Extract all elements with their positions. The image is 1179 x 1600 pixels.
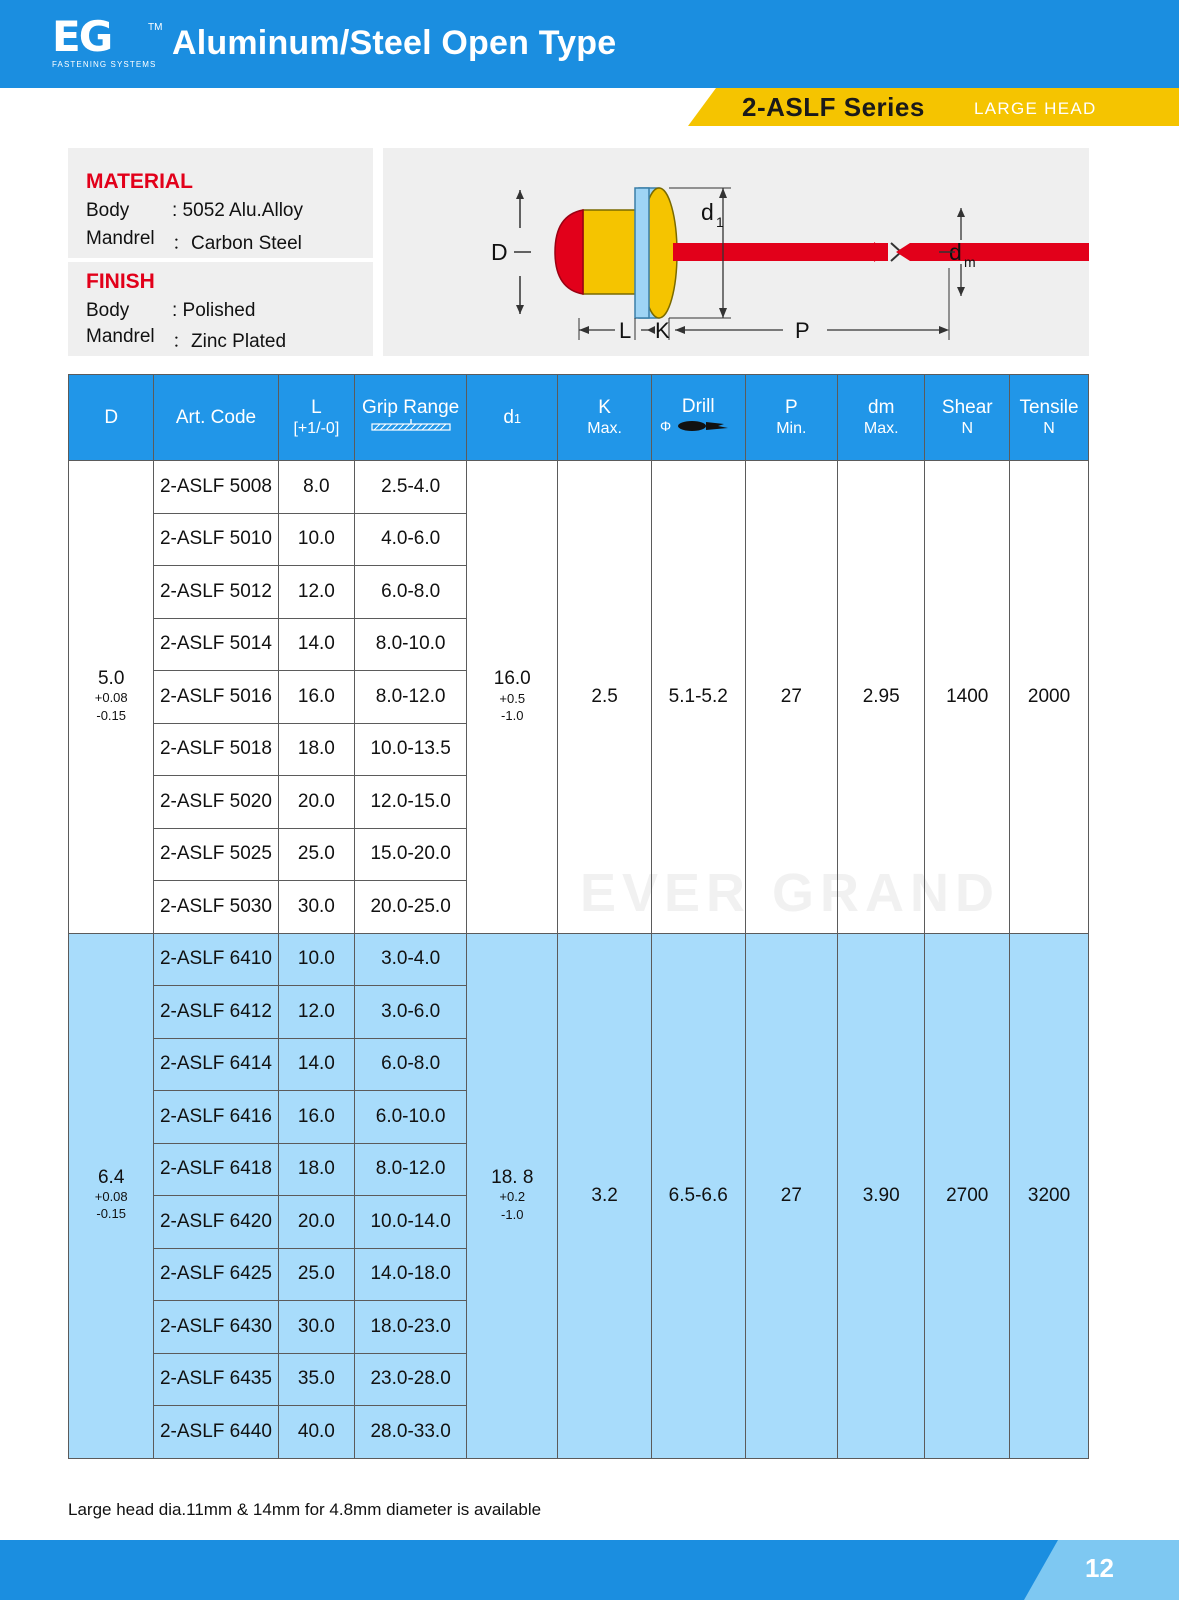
cell-l: 25.0	[278, 1248, 355, 1301]
cell-d1-g0-tol-plus: +0.5	[499, 690, 526, 706]
cell-art: 2-ASLF 5025	[154, 828, 278, 881]
cell-grip: 2.5-4.0	[355, 461, 467, 514]
svg-text:d: d	[949, 239, 962, 265]
col-header-drill-main: Drill	[681, 395, 715, 417]
col-header-dm	[837, 375, 924, 461]
cell-grip: 12.0-15.0	[355, 776, 467, 829]
cell-d1-g0-value: 16.0	[493, 667, 531, 689]
company-logo	[52, 12, 163, 74]
spec-table	[68, 374, 1089, 1459]
logo-subtitle: FASTENING SYSTEMS	[52, 60, 157, 69]
col-header-tensile-main: Tensile	[1019, 396, 1079, 418]
page-number: 12	[1085, 1553, 1114, 1583]
cell-art: 2-ASLF 5014	[154, 618, 278, 671]
svg-text:m: m	[964, 254, 976, 270]
cell-grip: 10.0-13.5	[355, 723, 467, 776]
drill-bit-icon	[654, 418, 743, 440]
cell-grip: 6.0-8.0	[355, 1038, 467, 1091]
cell-grip: 10.0-14.0	[355, 1196, 467, 1249]
cell-grip: 8.0-12.0	[355, 671, 467, 724]
cell-tensile-g0: 2000	[1010, 461, 1089, 934]
watermark: EVER GRAND	[580, 863, 1001, 923]
rivet-diagram-svg	[383, 148, 1089, 356]
cell-l: 12.0	[278, 566, 355, 619]
cell-l: 18.0	[278, 723, 355, 776]
cell-l: 10.0	[278, 933, 355, 986]
cell-d-g1-tol-minus: -0.15	[96, 1206, 127, 1222]
cell-shear-g0: 1400	[925, 461, 1010, 934]
cell-drill-g0: 5.1-5.2	[651, 461, 745, 934]
table-header-row	[69, 375, 1089, 461]
finish-mandrel-label: Mandrel	[86, 326, 155, 347]
col-header-art-code: Art. Code	[154, 375, 278, 461]
cell-grip: 6.0-10.0	[355, 1091, 467, 1144]
material-mandrel-label: Mandrel	[86, 228, 155, 249]
cell-grip: 8.0-10.0	[355, 618, 467, 671]
cell-l: 40.0	[278, 1406, 355, 1459]
cell-l: 16.0	[278, 1091, 355, 1144]
cell-l: 35.0	[278, 1353, 355, 1406]
finish-body-value: : Polished	[172, 300, 256, 321]
col-header-d: D	[69, 375, 154, 461]
page-footer	[0, 1540, 1179, 1600]
svg-text:L: L	[619, 318, 632, 343]
col-header-p-sub: Min.	[776, 420, 807, 438]
cell-art: 2-ASLF 5012	[154, 566, 278, 619]
material-body-label: Body	[86, 200, 130, 221]
cell-grip: 4.0-6.0	[355, 513, 467, 566]
trademark-icon: TM	[148, 22, 163, 33]
cell-grip: 14.0-18.0	[355, 1248, 467, 1301]
cell-art: 2-ASLF 6420	[154, 1196, 278, 1249]
cell-d1-g1-tol-plus: +0.2	[499, 1189, 526, 1205]
cell-l: 25.0	[278, 828, 355, 881]
cell-l: 20.0	[278, 1196, 355, 1249]
cell-art: 2-ASLF 6416	[154, 1091, 278, 1144]
cell-shear-g1: 2700	[925, 933, 1010, 1458]
cell-art: 2-ASLF 6425	[154, 1248, 278, 1301]
col-header-d1	[467, 375, 558, 461]
finish-title: FINISH	[86, 270, 155, 293]
cell-d1-g0	[467, 461, 558, 934]
cell-art: 2-ASLF 5018	[154, 723, 278, 776]
cell-l: 14.0	[278, 618, 355, 671]
col-header-grip-main: Grip Range	[362, 396, 460, 418]
col-header-dm-main: dm	[868, 396, 895, 418]
cell-art: 2-ASLF 5008	[154, 461, 278, 514]
col-header-l-sub: [+1/-0]	[293, 420, 340, 438]
cell-l: 30.0	[278, 881, 355, 934]
table-row	[69, 461, 1089, 514]
table-group-6-4	[69, 933, 1089, 1458]
cell-grip: 3.0-4.0	[355, 933, 467, 986]
grip-hatch-icon	[357, 419, 464, 439]
svg-text:1: 1	[716, 214, 724, 230]
col-header-k	[558, 375, 651, 461]
col-header-l-main: L	[311, 396, 322, 418]
cell-art: 2-ASLF 6440	[154, 1406, 278, 1459]
cell-d-g0	[69, 461, 154, 934]
cell-grip: 3.0-6.0	[355, 986, 467, 1039]
finish-body-label: Body	[86, 300, 130, 321]
table-header	[69, 375, 1089, 461]
cell-d-g1	[69, 933, 154, 1458]
col-header-k-sub: Max.	[587, 420, 622, 438]
cell-grip: 23.0-28.0	[355, 1353, 467, 1406]
cell-grip: 8.0-12.0	[355, 1143, 467, 1196]
table-footnote: Large head dia.11mm & 14mm for 4.8mm diameter is available	[68, 1500, 542, 1519]
cell-grip: 20.0-25.0	[355, 881, 467, 934]
cell-l: 14.0	[278, 1038, 355, 1091]
table-group-5-0	[69, 461, 1089, 934]
cell-l: 16.0	[278, 671, 355, 724]
cell-grip: 6.0-8.0	[355, 566, 467, 619]
cell-grip: 15.0-20.0	[355, 828, 467, 881]
page-header	[0, 0, 1179, 88]
col-header-l	[278, 375, 355, 461]
cell-art: 2-ASLF 5020	[154, 776, 278, 829]
cell-art: 2-ASLF 5030	[154, 881, 278, 934]
cell-art: 2-ASLF 6435	[154, 1353, 278, 1406]
cell-d-g1-tol-plus: +0.08	[94, 1188, 128, 1204]
svg-text:Φ: Φ	[660, 418, 672, 435]
cell-art: 2-ASLF 5010	[154, 513, 278, 566]
svg-text:D: D	[491, 239, 508, 265]
cell-k-g0: 2.5	[558, 461, 651, 934]
cell-l: 30.0	[278, 1301, 355, 1354]
cell-grip: 18.0-23.0	[355, 1301, 467, 1354]
cell-dm-g1: 3.90	[837, 933, 924, 1458]
series-name: 2-ASLF Series	[742, 92, 925, 122]
cell-d1-g1-tol-minus: -1.0	[501, 1206, 524, 1222]
cell-grip: 28.0-33.0	[355, 1406, 467, 1459]
cell-art: 2-ASLF 6414	[154, 1038, 278, 1091]
series-subtitle: LARGE HEAD	[974, 99, 1097, 118]
cell-art: 2-ASLF 6430	[154, 1301, 278, 1354]
cell-l: 12.0	[278, 986, 355, 1039]
cell-l: 20.0	[278, 776, 355, 829]
col-header-k-main: K	[598, 396, 611, 418]
svg-text:d: d	[701, 199, 714, 225]
cell-tensile-g1: 3200	[1010, 933, 1089, 1458]
col-header-shear-main: Shear	[941, 396, 993, 418]
cell-dm-g0: 2.95	[837, 461, 924, 934]
material-mandrel-value: ：Carbon Steel	[172, 233, 302, 254]
cell-l: 10.0	[278, 513, 355, 566]
cell-d-g0-tol-minus: -0.15	[96, 707, 127, 723]
col-header-grip	[355, 375, 467, 461]
col-header-drill	[651, 375, 745, 461]
material-title: MATERIAL	[86, 170, 193, 193]
col-header-tensile-sub: N	[1043, 420, 1055, 438]
cell-art: 2-ASLF 6412	[154, 986, 278, 1039]
logo-mark: EG	[52, 12, 112, 61]
svg-text:K: K	[655, 318, 670, 343]
cell-d1-g1-value: 18. 8	[491, 1166, 534, 1188]
cell-k-g1: 3.2	[558, 933, 651, 1458]
rivet-diagram	[383, 148, 1089, 356]
cell-l: 18.0	[278, 1143, 355, 1196]
cell-p-g1: 27	[745, 933, 837, 1458]
cell-art: 2-ASLF 6410	[154, 933, 278, 986]
svg-text:P: P	[795, 318, 810, 343]
col-header-dm-sub: Max.	[863, 420, 899, 438]
col-header-d1-sub: 1	[513, 410, 522, 426]
cell-d-g0-tol-plus: +0.08	[94, 690, 128, 706]
cell-d-g0-value: 5.0	[97, 668, 125, 690]
cell-d1-g1	[467, 933, 558, 1458]
cell-art: 2-ASLF 5016	[154, 671, 278, 724]
col-header-shear	[925, 375, 1010, 461]
cell-l: 8.0	[278, 461, 355, 514]
cell-art: 2-ASLF 6418	[154, 1143, 278, 1196]
finish-mandrel-value: ：Zinc Plated	[172, 331, 287, 352]
page-title: Aluminum/Steel Open Type	[172, 24, 617, 62]
col-header-shear-sub: N	[961, 420, 974, 438]
table-row	[69, 933, 1089, 986]
cell-d1-g0-tol-minus: -1.0	[501, 708, 524, 724]
header-underline	[0, 88, 688, 93]
cell-d-g1-value: 6.4	[97, 1166, 125, 1188]
col-header-p	[745, 375, 837, 461]
col-header-d1-main: d	[503, 406, 514, 428]
col-header-p-main: P	[784, 396, 798, 418]
material-body-value: : 5052 Alu.Alloy	[172, 200, 303, 221]
col-header-tensile	[1010, 375, 1089, 461]
cell-drill-g1: 6.5-6.6	[651, 933, 745, 1458]
cell-p-g0: 27	[745, 461, 837, 934]
